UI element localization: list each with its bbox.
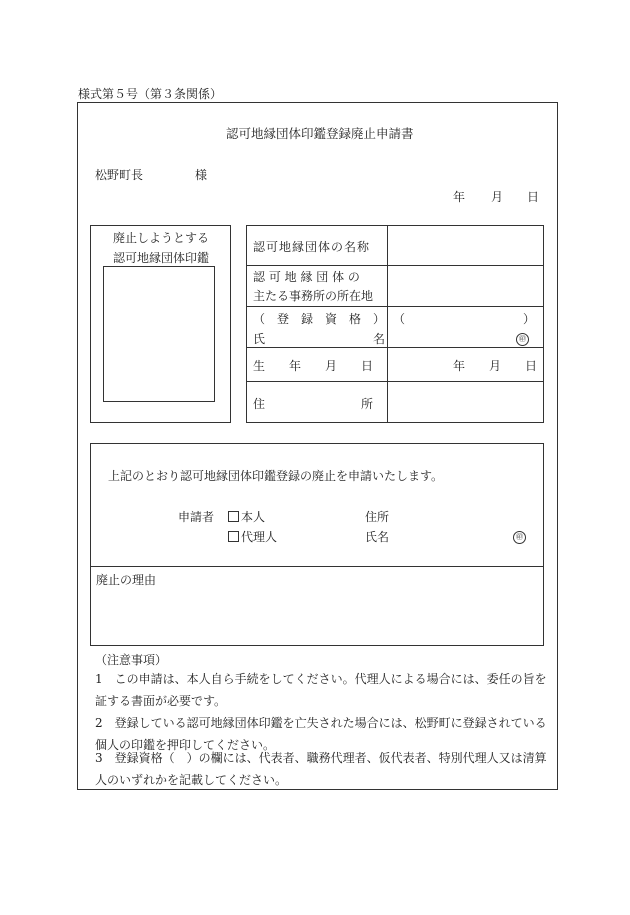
date-day: 日	[527, 190, 540, 204]
office-address-field[interactable]	[388, 266, 543, 306]
qualification-close-paren: ）	[523, 312, 536, 326]
option-agent[interactable]	[228, 528, 277, 545]
checkbox-self[interactable]	[228, 511, 239, 522]
checkbox-agent[interactable]	[228, 531, 239, 542]
addressee: 松野町長	[95, 168, 144, 182]
qualification-open-paren: （	[393, 312, 406, 326]
date-year: 年	[453, 190, 466, 204]
applicant-address-label: 住所	[365, 510, 390, 524]
seal-impression-area[interactable]	[103, 266, 215, 402]
note-item: 1 この申請は、本人自ら手続をしてください。代理人による場合には、委任の旨を証する書面が必要です。	[95, 672, 547, 708]
date-month: 月	[491, 190, 504, 204]
seal-icon: ㊞	[516, 333, 529, 346]
reason-label: 廃止の理由	[96, 573, 157, 587]
form-number: 様式第５号（第３条関係）	[78, 87, 223, 101]
option-self-label: 本人	[241, 510, 266, 524]
notes-heading: （注意事項）	[95, 653, 168, 667]
reason-divider	[90, 566, 544, 567]
seal-mark	[516, 330, 529, 346]
residence-label: 住 所	[253, 397, 374, 411]
application-statement: 上記のとおり認可地縁団体印鑑登録の廃止を申請いたします。	[108, 469, 444, 483]
group-name-label: 認可地縁団体の名称	[253, 240, 371, 254]
seal-icon: ㊞	[513, 531, 526, 544]
note-item: 3 登録資格（ ）の欄には、代表者、職務代理者、仮代表者、特別代理人又は清算人のいずれかを記載してください。	[95, 751, 547, 787]
row-line	[246, 306, 544, 307]
seal-caption-1: 廃止しようとする	[113, 231, 210, 245]
representative-name-label: 氏 名	[253, 332, 386, 346]
residence-field[interactable]	[388, 382, 543, 422]
group-name-field[interactable]	[388, 226, 543, 265]
applicant-name-label: 氏名	[365, 530, 390, 544]
applicant-seal-mark	[513, 528, 526, 544]
form-title: 認可地縁団体印鑑登録廃止申請書	[226, 126, 414, 141]
office-address-label-1: 認 可 地 縁 団 体 の	[253, 270, 360, 284]
option-agent-label: 代理人	[241, 530, 278, 544]
reason-field[interactable]	[91, 587, 543, 645]
note-item: 2 登録している認可地縁団体印鑑を亡失された場合には、松野町に登録されている個人の印鑑を押印してください。	[95, 716, 547, 752]
option-self[interactable]	[228, 508, 265, 525]
applicant-label: 申請者	[178, 510, 215, 524]
office-address-label-2: 主たる事務所の所在地	[253, 289, 374, 303]
addressee-honorific: 様	[195, 168, 208, 182]
birthdate-label: 生 年 月 日	[253, 359, 374, 373]
seal-caption-2: 認可地縁団体印鑑	[113, 251, 210, 265]
row-line	[246, 347, 544, 348]
birthdate-value: 年 月 日	[453, 359, 538, 373]
representative-field[interactable]	[405, 308, 515, 346]
qualification-label: （ 登 録 資 格 ）	[253, 312, 386, 326]
